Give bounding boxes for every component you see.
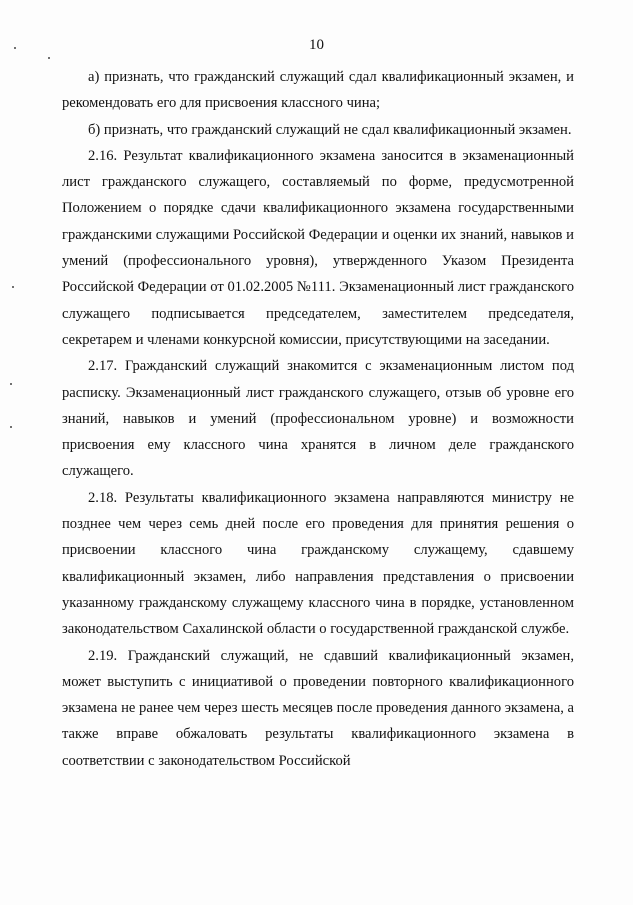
document-body [62,64,574,774]
paragraph-2-18: 2.18. Результаты квалификационного экзамена направляются министру не позднее чем через семь дней после его проведения для принятия решения о присвоении классного чина гражданскому служащему, сдавшему квалификационный экзамен, либо направления представления о присвоении указанному гражданскому служащему классного чина в порядке, установленном законодательством Сахалинской области о государственной гражданской службе. [62,489,574,638]
scan-speck [12,286,14,288]
scan-speck [48,57,50,59]
paragraph-b: б) признать, что гражданский служащий не сдал квалификационный экзамен. [88,121,572,138]
paragraph-2-16: 2.16. Результат квалификационного экзамена заносится в экзаменационный лист гражданского служащего, составляемый по форме, предусмотренной Положением о порядке сдачи квалификационного экзамена государственными гражданскими служащими Российской Федерации и оценки их знаний, навыков и умений (профессионального уровня), утвержденного Указом Президента Российской Федерации от 01.02.2005 №111. Экзаменационный лист гражданского служащего подписывается председателем, заместителем председателя, секретарем и членами конкурсной комиссии, присутствующими на заседании. [62,147,574,348]
page-number: 10 [309,37,324,53]
paragraph-2-17: 2.17. Гражданский служащий знакомится с экзаменационным листом под расписку. Экзаменационный лист гражданского служащего, отзыв об уровне его знаний, навыков и умений (профессиональном уровне) и возможности присвоения ему классного чина хранятся в личном деле гражданского служащего. [62,358,574,480]
scan-speck [14,47,16,49]
paragraph-2-19: 2.19. Гражданский служащий, не сдавший квалификационный экзамен, может выступить с инициативой о проведении повторного квалификационного экзамена не ранее чем через шесть месяцев после проведения данного экзамена, а также вправе обжаловать результаты квалификационного экзамена в соответствии с законодательством Российской [62,647,574,769]
scan-speck [10,383,12,385]
scan-speck [10,426,12,428]
paragraph-a: а) признать, что гражданский служащий сдал квалификационный экзамен, и рекомендовать его для присвоения классного чина; [62,69,574,112]
